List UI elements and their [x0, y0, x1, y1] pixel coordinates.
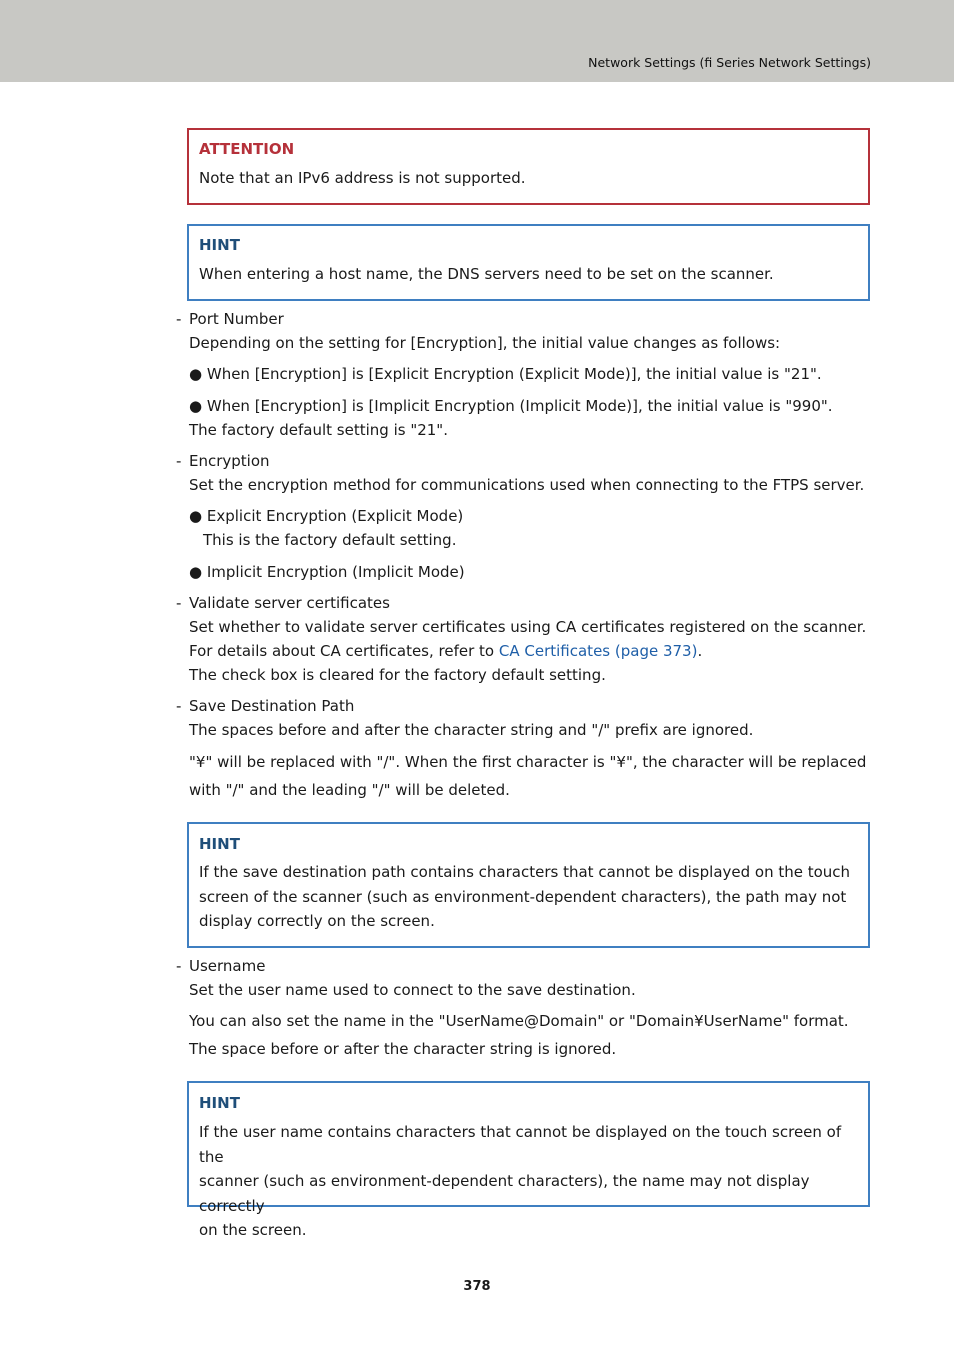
save-path-desc: The spaces before and after the character string and "/" prefix are ignored. — [189, 721, 754, 739]
attention-text: Note that an IPv6 address is not supported. — [199, 169, 526, 187]
encryption-desc: Set the encryption method for communications used when connecting to the FTPS server. — [189, 476, 865, 494]
hint-text-line: scanner (such as environment-dependent characters), the name may not display correctly — [199, 1172, 810, 1215]
attention-title: ATTENTION — [199, 140, 295, 158]
ca-certificates-link[interactable]: CA Certificates (page 373) — [498, 642, 698, 660]
page-number: 378 — [463, 1279, 491, 1294]
port-desc: Depending on the setting for [Encryption], the initial value changes as follows: — [189, 334, 781, 352]
hint-title: HINT — [199, 835, 240, 853]
hint-text-line: If the user name contains characters that cannot be displayed on the touch screen of the — [199, 1123, 842, 1166]
username-desc: Set the user name used to connect to the save destination. — [189, 981, 636, 999]
port-heading: Port Number — [189, 310, 284, 328]
hint-text — [199, 860, 858, 934]
bullet-dash: - — [176, 452, 182, 470]
username-format: You can also set the name in the "UserName@Domain" or "Domain¥UserName" format. — [189, 1012, 849, 1030]
port-default: The factory default setting is "21". — [189, 421, 448, 439]
hint-text: When entering a host name, the DNS servers need to be set on the scanner. — [199, 265, 774, 283]
save-path-rule-line1: "¥" will be replaced with "/". When the first character is "¥", the character will be replaced — [189, 753, 867, 771]
bullet-dash: - — [176, 310, 182, 328]
validate-desc: Set whether to validate server certificates using CA certificates registered on the scanner. — [189, 618, 867, 636]
hint-text — [199, 1120, 858, 1243]
hint-text-line: screen of the scanner (such as environment-dependent characters), the path may not — [199, 887, 847, 906]
username-heading: Username — [189, 957, 266, 975]
validate-details — [189, 642, 702, 660]
encryption-heading: Encryption — [189, 452, 270, 470]
port-bullet-explicit: ● When [Encryption] is [Explicit Encryption (Explicit Mode)], the initial value is "21". — [189, 365, 822, 383]
username-space: The space before or after the character string is ignored. — [189, 1040, 617, 1058]
hint-text-line: If the save destination path contains characters that cannot be displayed on the touch — [199, 863, 851, 881]
hint-text-line: on the screen. — [199, 1221, 307, 1239]
hint-title: HINT — [199, 236, 240, 254]
header-bar — [0, 0, 954, 82]
hint-title: HINT — [199, 1094, 240, 1112]
validate-details-suffix: . — [697, 642, 703, 660]
hint-box-dns — [187, 224, 870, 301]
bullet-dash: - — [176, 594, 182, 612]
save-path-rule-line2: with "/" and the leading "/" will be deleted. — [189, 781, 510, 799]
validate-heading: Validate server certificates — [189, 594, 390, 612]
encryption-bullet-explicit-note: This is the factory default setting. — [203, 531, 457, 549]
bullet-dash: - — [176, 957, 182, 975]
attention-box — [187, 128, 870, 205]
bullet-dash: - — [176, 697, 182, 715]
hint-box-save-path — [187, 822, 870, 948]
header-title: Network Settings (fi Series Network Settings) — [588, 55, 871, 70]
encryption-bullet-implicit: ● Implicit Encryption (Implicit Mode) — [189, 563, 465, 581]
hint-box-username — [187, 1081, 870, 1239]
port-bullet-implicit: ● When [Encryption] is [Implicit Encryption (Implicit Mode)], the initial value is "990". — [189, 397, 833, 415]
save-path-heading: Save Destination Path — [189, 697, 355, 715]
validate-default: The check box is cleared for the factory default setting. — [189, 666, 606, 684]
hint-text-line: display correctly on the screen. — [199, 912, 435, 930]
encryption-bullet-explicit: ● Explicit Encryption (Explicit Mode) — [189, 507, 464, 525]
validate-details-prefix: For details about CA certificates, refer to — [189, 642, 499, 660]
